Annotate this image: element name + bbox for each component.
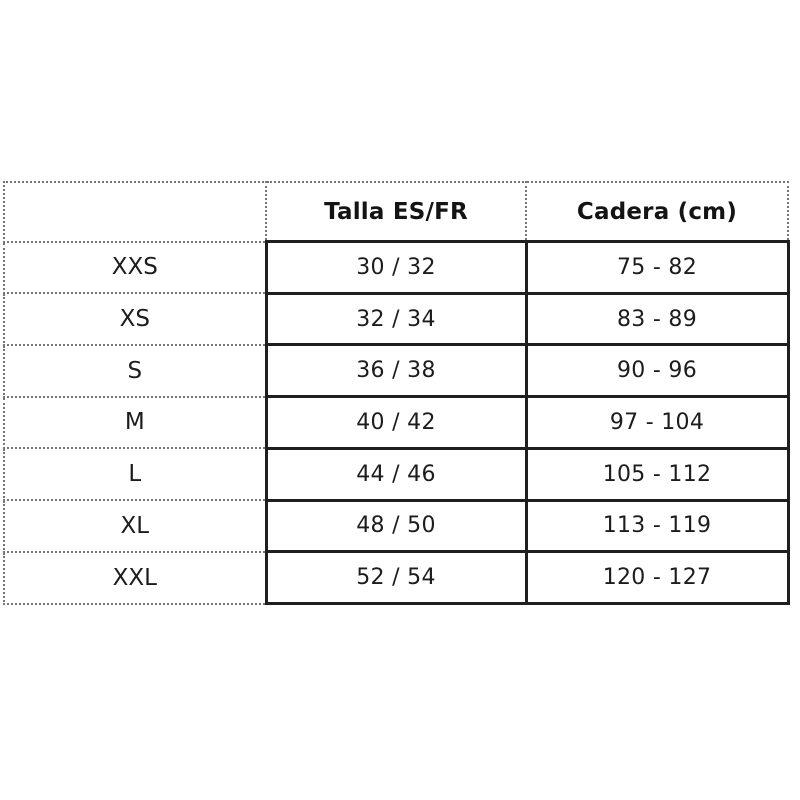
- size-label-xxl: XXL: [4, 552, 266, 604]
- talla-value-m: 40 / 42: [266, 397, 526, 449]
- talla-value-l: 44 / 46: [266, 448, 526, 500]
- cadera-value-l: 105 - 112: [526, 448, 788, 500]
- header-row: [4, 182, 788, 242]
- talla-value-xxs: 30 / 32: [266, 242, 526, 294]
- talla-value-xl: 48 / 50: [266, 500, 526, 552]
- talla-value-s: 36 / 38: [266, 345, 526, 397]
- corner-cell: [4, 182, 266, 242]
- talla-value-xxl: 52 / 54: [266, 552, 526, 604]
- talla-value-xs: 32 / 34: [266, 293, 526, 345]
- table-row-l: [4, 448, 788, 500]
- table-row-xl: [4, 500, 788, 552]
- size-label-xs: XS: [4, 293, 266, 345]
- cadera-value-xs: 83 - 89: [526, 293, 788, 345]
- size-label-s: S: [4, 345, 266, 397]
- size-label-m: M: [4, 397, 266, 449]
- col-header-talla: Talla ES/FR: [266, 182, 526, 242]
- table-row-xxl: [4, 552, 788, 604]
- cadera-value-xxs: 75 - 82: [526, 242, 788, 294]
- table-row-xxs: [4, 242, 788, 294]
- col-header-cadera: Cadera (cm): [526, 182, 788, 242]
- size-label-xl: XL: [4, 500, 266, 552]
- table-row-m: [4, 397, 788, 449]
- size-label-xxs: XXS: [4, 242, 266, 294]
- cadera-value-m: 97 - 104: [526, 397, 788, 449]
- table-row-s: [4, 345, 788, 397]
- size-label-l: L: [4, 448, 266, 500]
- cadera-value-xxl: 120 - 127: [526, 552, 788, 604]
- cadera-value-xl: 113 - 119: [526, 500, 788, 552]
- cadera-value-s: 90 - 96: [526, 345, 788, 397]
- size-chart-table: [3, 181, 790, 605]
- table-row-xs: [4, 293, 788, 345]
